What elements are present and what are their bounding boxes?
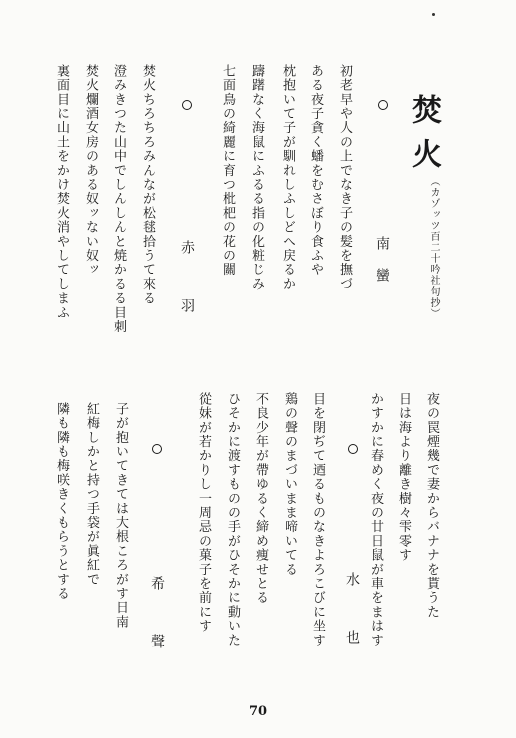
section-marker-circle <box>348 444 358 454</box>
section-marker-circle <box>152 444 162 454</box>
verse-line: 裏面目に山土をかけ焚火消やしてしまふ <box>54 64 69 320</box>
verse-line: 隣も隣も梅咲きくもらうとする <box>54 402 69 601</box>
verse-line: 夜の罠煙幾で妻からバナナを貰うた <box>424 392 439 620</box>
verse-line: 不良少年が帶ゆるく締め痩せとる <box>253 392 268 605</box>
verse-line: 目を閉ぢて迺るものなきよろこびに坐す <box>310 392 325 648</box>
author-kisei: 希聲 <box>149 576 165 692</box>
verse-line: かすかに春めく夜の廿日鼠が車をまはす <box>368 392 383 648</box>
verse-line: 澄みきつた山中でしんしんと焼かるる目刺 <box>111 64 126 334</box>
page-number: 70 <box>248 704 268 719</box>
author-mizuya: 水也 <box>344 572 360 688</box>
verse-line: 子が抱いてきては大根ころがす日南 <box>113 402 128 630</box>
ink-speck <box>432 13 435 16</box>
author-nanban: 南蠻 <box>374 236 390 300</box>
verse-line: 躊躇なく海鼠にふるる指の化粧じみ <box>249 64 264 292</box>
verse-line: 枕抱いて子が馴れしふしどへ戻るか <box>280 64 295 292</box>
section-marker-circle <box>182 100 192 110</box>
verse-line: 鶏の聲のまづいまま啼いてる <box>282 392 297 577</box>
verse-line: 從妹が若かりし一周忌の菓子を前にす <box>196 392 211 634</box>
page-subtitle: （カゾッツ百二十吟社句抄） <box>428 176 439 319</box>
verse-line: 紅梅しかと持つ手袋が眞紅で <box>84 402 99 587</box>
page-title: 焚火 <box>406 94 441 182</box>
verse-line: 日は海より離き樹々雫零す <box>396 392 411 563</box>
verse-line: 焚火爛酒女房のある奴ッない奴ッ <box>83 64 98 277</box>
verse-line: ある夜子貪く蟠をむさぼり食ふや <box>308 64 323 277</box>
section-marker-circle <box>378 100 388 110</box>
verse-line: 焚火ちろちろみんなが松毬拾うて來る <box>140 64 155 306</box>
author-akaba: 赤羽 <box>179 240 195 356</box>
verse-line: 七面鳥の綺麗に育つ枇杷の花の關 <box>220 64 235 277</box>
verse-line: 初老早や人の上でなき子の髪を撫づ <box>337 64 352 292</box>
verse-line: ひそかに渡すものの手がひそかに動いた <box>225 392 240 648</box>
